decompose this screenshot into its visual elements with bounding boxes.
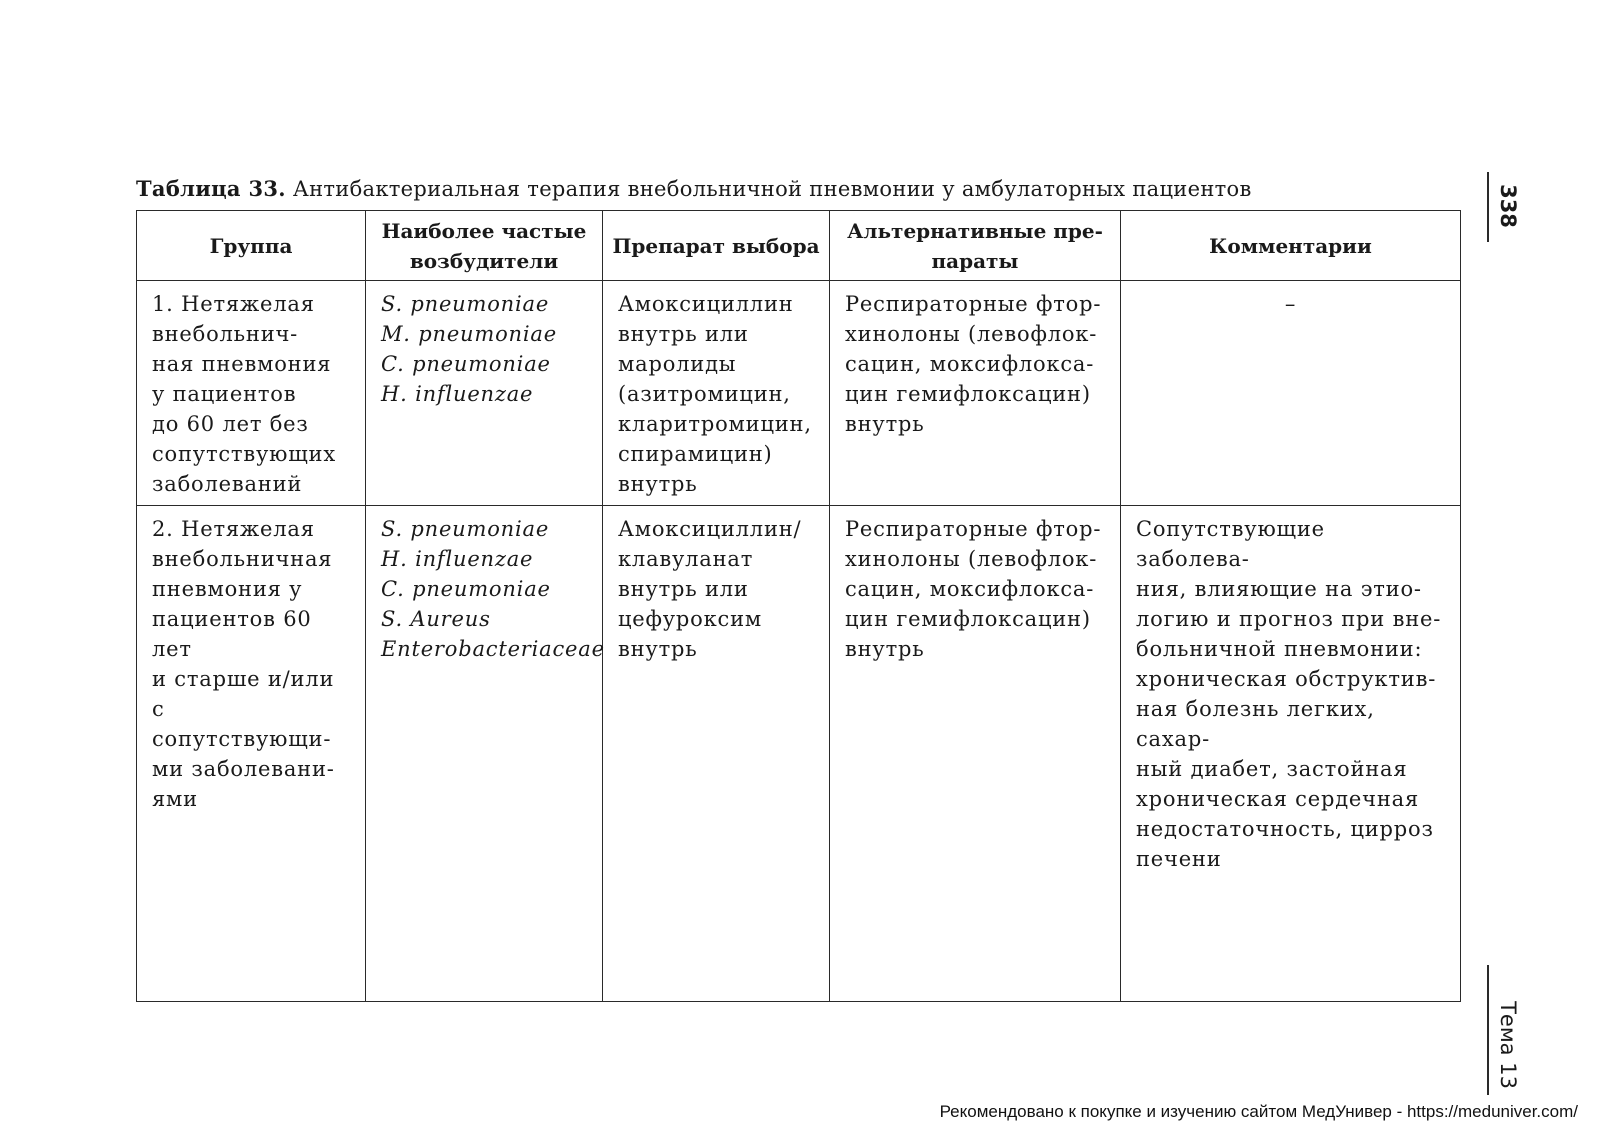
header-drug-of-choice: Препарат выбора	[603, 211, 830, 281]
cell-line: 2. Нетяжелая	[152, 517, 315, 541]
cell-line: ная пневмония	[152, 352, 332, 376]
cell-line: внебольнич-	[152, 322, 299, 346]
cell-line: клавуланат	[618, 547, 754, 571]
cell-line: сацин, моксифлокса-	[845, 352, 1095, 376]
cell-line: S. pneumoniae	[381, 517, 550, 541]
antibacterial-therapy-table	[136, 210, 1461, 1002]
cell-line: цефуроксим	[618, 607, 763, 631]
cell-line: внутрь	[618, 472, 698, 496]
cell-line: сацин, моксифлокса-	[845, 577, 1095, 601]
cell-line: цин гемифлоксацин)	[845, 607, 1091, 631]
cell-line: сопутствующи-	[152, 727, 332, 751]
cell-line: –	[1284, 292, 1297, 316]
cell-drug	[603, 281, 830, 506]
cell-line: заболеваний	[152, 472, 303, 496]
cell-pathogens	[366, 506, 603, 1002]
table-row	[137, 281, 1461, 506]
cell-line: логию и прогноз при вне-	[1136, 607, 1442, 631]
header-group: Группа	[137, 211, 366, 281]
cell-line: ями	[152, 787, 198, 811]
cell-line: внутрь	[845, 637, 925, 661]
cell-line: C. pneumoniae	[381, 352, 551, 376]
table-header-row	[137, 211, 1461, 281]
section-label	[1480, 995, 1536, 1095]
cell-line: Амоксициллин	[618, 292, 794, 316]
cell-line: хинолоны (левофлок-	[845, 547, 1098, 571]
table-caption-label: Таблица 33.	[136, 176, 286, 201]
cell-line: Enterobacteriaceae	[381, 637, 605, 661]
cell-comment	[1121, 281, 1461, 506]
cell-line: маролиды	[618, 352, 737, 376]
cell-line: ми заболевани-	[152, 757, 335, 781]
cell-line: S. Aureus	[381, 607, 491, 631]
cell-line: внебольничная	[152, 547, 333, 571]
cell-group	[137, 506, 366, 1002]
page-number	[1487, 176, 1529, 236]
cell-line: сопутствующих	[152, 442, 336, 466]
cell-line: ная болезнь легких, сахар-	[1136, 697, 1375, 751]
header-pathogens: Наиболее частые возбудители	[366, 211, 603, 281]
cell-line: недостаточность, цирроз	[1136, 817, 1434, 841]
header-alternative-drugs: Альтернативные пре-параты	[830, 211, 1121, 281]
cell-line: до 60 лет без	[152, 412, 309, 436]
section-label-text: Тема 13	[1496, 1001, 1521, 1089]
cell-line: внутрь или	[618, 322, 749, 346]
cell-line: Респираторные фтор-	[845, 517, 1102, 541]
cell-line: внутрь	[618, 637, 698, 661]
table-caption	[136, 176, 1436, 201]
table-caption-text: Антибактериальная терапия внебольничной пневмонии у амбулаторных пациентов	[285, 177, 1252, 201]
cell-pathogens	[366, 281, 603, 506]
page-number-text: 338	[1496, 184, 1520, 228]
cell-line: ный диабет, застойная	[1136, 757, 1408, 781]
cell-line: спирамицин)	[618, 442, 773, 466]
cell-line: Амоксициллин/	[618, 517, 802, 541]
cell-line: ния, влияющие на этио-	[1136, 577, 1422, 601]
cell-line: пневмония у	[152, 577, 303, 601]
footer-note: Рекомендовано к покупке и изучению сайтом МедУнивер - https://meduniver.com/	[939, 1102, 1578, 1121]
cell-line: и старше и/или с	[152, 667, 335, 721]
header-comments: Комментарии	[1121, 211, 1461, 281]
cell-line: хроническая сердечная	[1136, 787, 1420, 811]
cell-line: Сопутствующие заболева-	[1136, 517, 1325, 571]
cell-line: внутрь	[845, 412, 925, 436]
cell-line: 1. Нетяжелая	[152, 292, 315, 316]
cell-line: H. influenzae	[381, 382, 534, 406]
cell-line: печени	[1136, 847, 1222, 871]
cell-line: (азитромицин,	[618, 382, 791, 406]
cell-line: M. pneumoniae	[381, 322, 557, 346]
cell-alternative	[830, 506, 1121, 1002]
table-row	[137, 506, 1461, 1002]
cell-line: C. pneumoniae	[381, 577, 551, 601]
cell-line: H. influenzae	[381, 547, 534, 571]
cell-line: больничной пневмонии:	[1136, 637, 1423, 661]
cell-line: S. pneumoniae	[381, 292, 550, 316]
cell-group	[137, 281, 366, 506]
cell-line: кларитромицин,	[618, 412, 812, 436]
cell-line: пациентов 60 лет	[152, 607, 312, 661]
cell-alternative	[830, 281, 1121, 506]
cell-line: цин гемифлоксацин)	[845, 382, 1091, 406]
cell-line: хинолоны (левофлок-	[845, 322, 1098, 346]
cell-comment	[1121, 506, 1461, 1002]
cell-line: хроническая обструктив-	[1136, 667, 1437, 691]
cell-line: внутрь или	[618, 577, 749, 601]
cell-drug	[603, 506, 830, 1002]
cell-line: Респираторные фтор-	[845, 292, 1102, 316]
cell-line: у пациентов	[152, 382, 297, 406]
